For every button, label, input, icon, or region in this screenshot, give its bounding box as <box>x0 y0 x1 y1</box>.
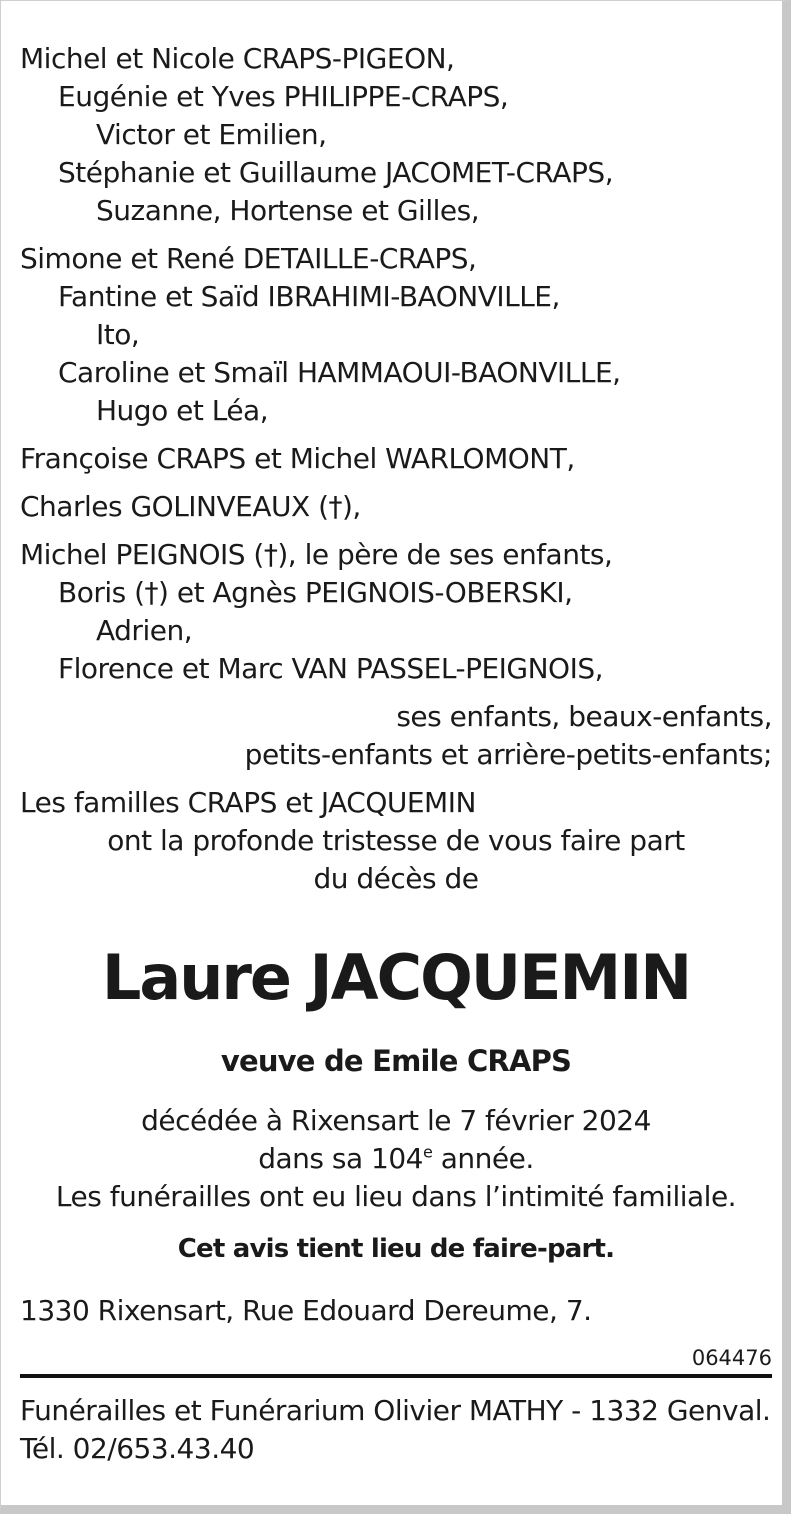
age-prefix: dans sa 104 <box>258 1142 423 1175</box>
death-line: décédée à Rixensart le 7 février 2024 <box>141 1104 651 1137</box>
announce-line: du décès de <box>313 862 479 895</box>
reference-number: 064476 <box>691 1346 772 1370</box>
family-line: Charles GOLINVEAUX (†), <box>20 490 361 523</box>
family-line: Adrien, <box>96 614 193 647</box>
obituary-notice <box>20 40 772 1468</box>
relation-block <box>20 698 772 774</box>
family-line: Suzanne, Hortense et Gilles, <box>96 194 480 227</box>
family-line: Hugo et Léa, <box>96 394 269 427</box>
funeral-line: Les funérailles ont eu lieu dans l’intimité familiale. <box>55 1180 737 1213</box>
family-group <box>20 40 772 230</box>
funeral-home <box>20 1392 772 1468</box>
family-line: Boris (†) et Agnès PEIGNOIS-OBERSKI, <box>58 576 573 609</box>
family-group <box>20 488 772 526</box>
family-line: Simone et René DETAILLE-CRAPS, <box>20 242 477 275</box>
family-line: Stéphanie et Guillaume JACOMET-CRAPS, <box>58 156 614 189</box>
deceased-name: Laure JACQUEMIN <box>101 941 691 1014</box>
family-line: Ito, <box>96 318 140 351</box>
age-line <box>20 1140 772 1178</box>
family-line: Eugénie et Yves PHILIPPE-CRAPS, <box>58 80 509 113</box>
relation-line: ses enfants, beaux-enfants, <box>396 700 772 733</box>
family-line: Michel PEIGNOIS (†), le père de ses enfants, <box>20 538 613 571</box>
family-line: Victor et Emilien, <box>96 118 327 151</box>
family-group <box>20 440 772 478</box>
family-line: Françoise CRAPS et Michel WARLOMONT, <box>20 442 575 475</box>
families-line: Les familles CRAPS et JACQUEMIN <box>20 786 476 819</box>
widow-of: veuve de Emile CRAPS <box>220 1044 572 1078</box>
family-group <box>20 536 772 688</box>
family-line: Florence et Marc VAN PASSEL-PEIGNOIS, <box>58 652 604 685</box>
announce-line: ont la profonde tristesse de vous faire part <box>107 824 685 857</box>
family-line: Michel et Nicole CRAPS-PIGEON, <box>20 42 455 75</box>
address: 1330 Rixensart, Rue Edouard Dereume, 7. <box>20 1294 592 1327</box>
age-superscript: e <box>423 1142 433 1162</box>
family-group <box>20 240 772 430</box>
divider <box>20 1374 772 1378</box>
age-suffix: année. <box>432 1142 534 1175</box>
funeral-home-line: Funérailles et Funérarium Olivier MATHY - 1332 Genval. <box>20 1394 771 1427</box>
family-list <box>20 40 772 688</box>
funeral-home-phone: Tél. 02/653.43.40 <box>20 1432 255 1465</box>
family-line: Caroline et Smaïl HAMMAOUI-BAONVILLE, <box>58 356 621 389</box>
family-line: Fantine et Saïd IBRAHIMI-BAONVILLE, <box>58 280 560 313</box>
notice-line: Cet avis tient lieu de faire-part. <box>177 1234 615 1264</box>
death-details <box>20 1102 772 1216</box>
relation-line: petits-enfants et arrière-petits-enfants; <box>244 738 772 771</box>
